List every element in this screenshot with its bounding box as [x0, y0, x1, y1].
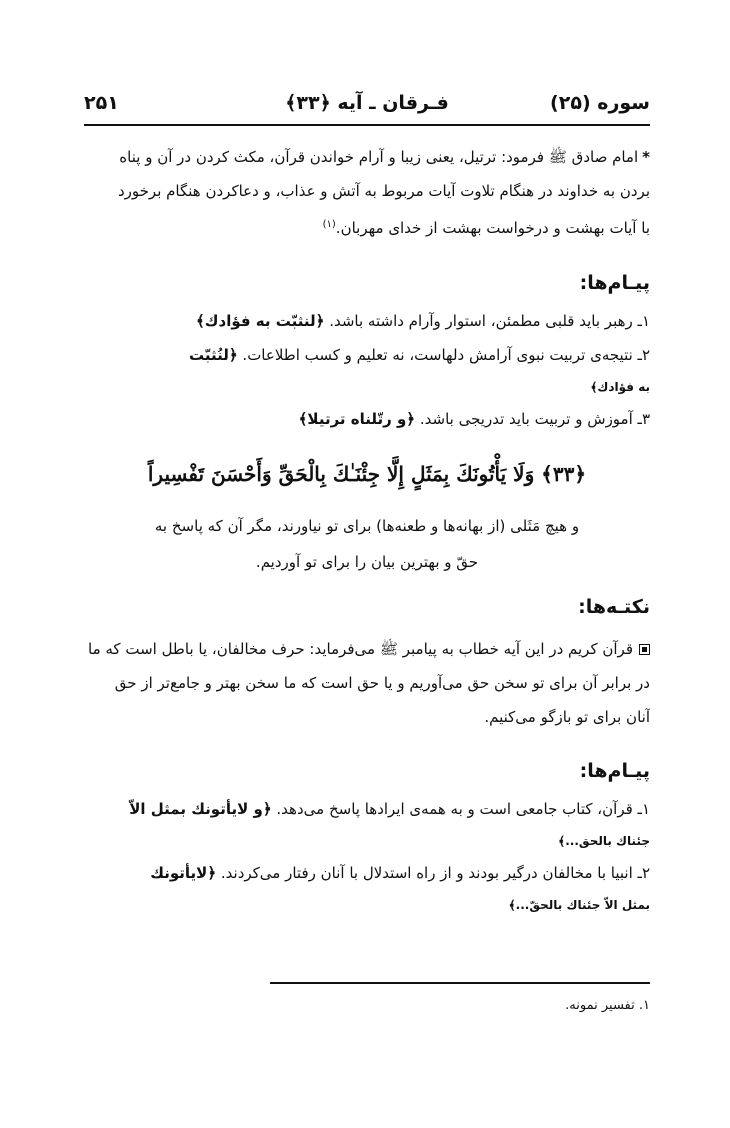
messages-list: [84, 304, 650, 436]
intro-line: *امام صادق ﷺ فرمود: ترتیل، یعنی زیبا و آرام خواندن قرآن، مکث کردن در آن و پناه: [119, 148, 650, 166]
notes-line: در برابر آن برای تو سخن حق می‌آوریم و یا حق است که ما سخن بهتر و جامع‌تر از حق: [114, 674, 650, 692]
list-item-continuation: به فؤادك﴾: [590, 380, 650, 394]
page-header: [84, 92, 650, 120]
verse-translation: [84, 508, 650, 580]
running-title: فـرقان ـ آیه ﴿۳۳﴾: [285, 92, 449, 114]
page-number: ۲۵۱: [84, 92, 119, 114]
quran-verse: ﴿۳۳﴾ وَلَا يَأْتُونَكَ بِمَثَلٍ إِلَّا جِئْنَـٰكَ بِالْحَقِّ وَأَحْسَنَ تَفْسِيراً: [147, 462, 587, 486]
translation-line: و هیچ مَثَلی (از بهانه‌ها و طعنه‌ها) برای تو نیاورند، مگر آن که پاسخ به: [154, 517, 580, 535]
intro-line: با آیات بهشت و درخواست بهشت از خدای مهربان.$^{(۱)}$: [322, 219, 650, 237]
messages-list: [84, 792, 650, 920]
list-item: ۲ـ انبیا با مخالفان درگیر بودند و از راه استدلال با آنان رفتار می‌کردند. ﴿لایأتونك: [150, 864, 650, 882]
list-item: ۱ـ رهبر باید قلبی مطمئن، استوار وآرام داشته باشد. ﴿لنثبّت به فؤادك﴾: [195, 312, 650, 330]
notes-section: [84, 592, 650, 734]
intro-paragraph: [84, 140, 650, 242]
header-divider: [84, 124, 650, 126]
notes-line: آنان برای تو بازگو می‌کنیم.: [484, 708, 650, 726]
list-item-continuation: بمثل الاّ جئناك بالحقّ...﴾: [508, 898, 650, 912]
asterisk-marker: *: [642, 148, 650, 166]
translation-line: حقّ و بهترین بیان را برای تو آوردیم.: [255, 553, 479, 571]
section-heading: پیـام‌ها:: [579, 272, 650, 294]
list-item: ۱ـ قرآن، کتاب جامعی است و به همه‌ی ایرادها پاسخ می‌دهد. ﴿و لایأتونك بمثل الاّ: [129, 800, 650, 818]
surah-label: سوره (۲۵): [550, 92, 650, 114]
section-heading: نکتـه‌ها:: [578, 596, 650, 618]
list-item: ۳ـ آموزش و تربیت باید تدریجی باشد. ﴿و رتّلناه ترتیلا﴾: [298, 410, 650, 428]
section-heading: پیـام‌ها:: [579, 760, 650, 782]
messages-section-1: [84, 268, 650, 436]
footnote-divider: [270, 982, 650, 984]
messages-section-2: [84, 756, 650, 920]
intro-line: بردن به خداوند در هنگام تلاوت آیات مربوط به آتش و عذاب، و دعاکردن هنگام برخورد: [117, 182, 650, 200]
notes-paragraph: [84, 632, 650, 734]
footnote-ref: (۱): [322, 219, 336, 230]
footnote: ۱. تفسیر نمونه.: [565, 998, 650, 1013]
list-item: ۲ـ نتیجه‌ی تربیت نبوی آرامش دلهاست، نه تعلیم و کسب اطلاعات. ﴿لنُثبّت: [188, 346, 650, 364]
notes-line: قرآن کریم در این آیه خطاب به پیامبر ﷺ می‌فرماید: حرف مخالفان، یا باطل است که ما: [84, 632, 650, 666]
square-bullet-icon: [639, 644, 650, 655]
list-item-continuation: جئناك بالحق...﴾: [558, 834, 650, 848]
